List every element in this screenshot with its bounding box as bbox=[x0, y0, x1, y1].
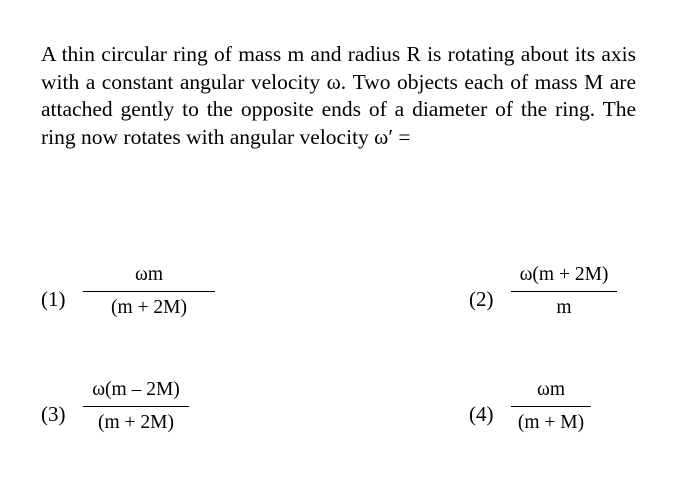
option-2-fraction bbox=[511, 263, 617, 320]
option-4-numerator: ωm bbox=[536, 379, 565, 400]
option-1-label: (1) bbox=[41, 287, 66, 311]
option-3-denominator: (m + 2M) bbox=[98, 412, 174, 434]
option-3 bbox=[41, 378, 241, 458]
question-text: A thin circular ring of mass m and radius R is rotating about its axis with a constant angular velocity ω. Two objects each of mass M are attached gently to the opposite ends of a diameter of the ring. The ring now rotates with angular velocity ω′ = bbox=[41, 42, 636, 149]
option-4 bbox=[469, 378, 669, 458]
option-2-denominator: m bbox=[556, 297, 572, 319]
option-4-fraction bbox=[511, 378, 591, 435]
option-1 bbox=[41, 263, 241, 343]
option-1-denominator: (m + 2M) bbox=[111, 297, 187, 319]
option-3-label: (3) bbox=[41, 402, 66, 426]
option-2 bbox=[469, 263, 669, 343]
option-3-fraction bbox=[83, 378, 189, 435]
option-1-numerator: ωm bbox=[134, 264, 163, 285]
option-2-numerator: ω(m + 2M) bbox=[519, 264, 609, 285]
option-1-fraction bbox=[83, 263, 215, 320]
option-3-numerator: ω(m – 2M) bbox=[92, 379, 180, 400]
option-4-label: (4) bbox=[469, 402, 494, 426]
option-4-denominator: (m + M) bbox=[517, 412, 585, 434]
option-2-label: (2) bbox=[469, 287, 494, 311]
